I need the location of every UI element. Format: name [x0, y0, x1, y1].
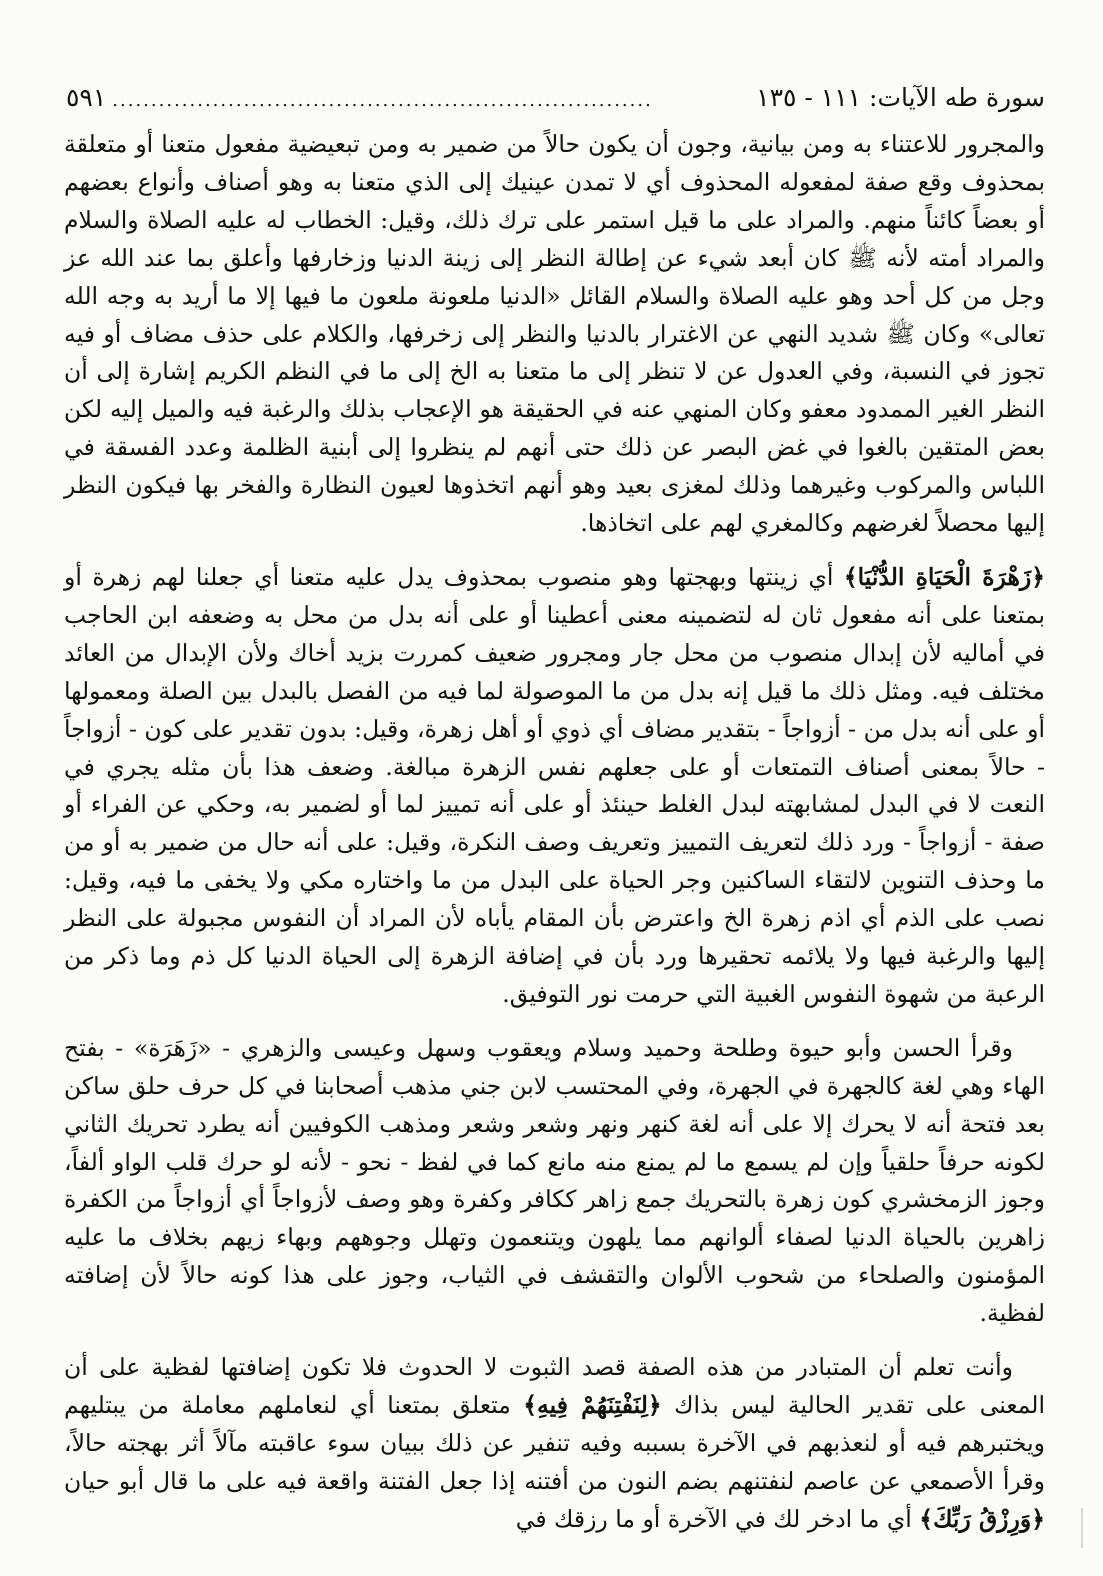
commentary-body — [64, 126, 1045, 1539]
paragraph-2-text: أي زينتها وبهجتها وهو منصوب بمحذوف يدل عليه متعنا أي جعلنا لهم زهرة أو بمتعنا على أنه مفعول ثان له لتضمينه معنى أعطينا أو على أنه بدل من محل به وضعفه ابن الحاجب في أماليه لأن إبدال منصوب من محل جار ومجرور ضعيف كمررت بزيد أخاك ولأن الإبدال من العائد مختلف فيه. ومثل ذلك ما قيل إنه بدل من ما الموصولة لما فيه من الفصل بالبدل بين الصلة ومعمولها أو على أنه بدل من - أزواجاً - بتقدير مضاف أي ذوي أو أهل زهرة، وقيل: بدون تقدير على كون - أزواجاً - حالاً بمعنى أصناف التمتعات أو على جعلهم نفس الزهرة مبالغة. وضعف هذا بأن مثله يجري في النعت لا في البدل لمشابهته لبدل الغلط حينئذ أو على أنه تمييز لما أو لضمير به، وحكي عن الفراء أو صفة - أزواجاً - ورد ذلك لتعريف التمييز وتعريف وصف النكرة، وقيل: على أنه حال من ضمير به أو من ما وحذف التنوين لالتقاء الساكنين وجر الحياة على البدل من ما واختاره مكي ولا يخفى ما فيه، وقيل: نصب على الذم أي اذم زهرة الخ واعترض بأن المقام يأباه لأن المراد أن النفوس مجبولة على النظر إليها والرغبة فيها ولا يلائمه تحقيرها ورد بأن في إضافة الزهرة إلى الحياة الدنيا كل ذم وما ذكر من الرعبة من شهوة النفوس الغبية التي حرمت نور التوفيق. — [64, 562, 1045, 1008]
quran-quote: ﴿لِنَفْتِنَهُمْ فِيهِ﴾ — [523, 1391, 662, 1419]
paragraph-4-text-b: متعلق بمتعنا أي لنعاملهم معاملة من يبتليهم ويختبرهم فيه أو لنعذبهم في الآخرة بسببه وفيه تنفير عن ذلك ببيان سوء عاقبته مآلاً أثر بهجته حالاً، وقرأ الأصمعي عن عاصم لنفتنهم بضم النون من أفتنه إذا جعل الفتنة واقعة فيه على ما قال أبو حيان — [64, 1391, 1045, 1495]
paragraph-1: والمجرور للاعتناء به ومن بيانية، وجون أن يكون حالاً من ضمير به ومن تبعيضية مفعول متعنا أو متعلقة بمحذوف وقع صفة لمفعوله المحذوف أي لا تمدن عينيك إلى الذي متعنا به وهو أصناف وأنواع بعضهم أو بعضاً كائناً منهم. والمراد على ما قيل استمر على ترك ذلك، وقيل: الخطاب له عليه الصلاة والسلام والمراد أمته لأنه ﷺ كان أبعد شيء عن إطالة النظر إلى زينة الدنيا وزخارفها وأعلق بما عند الله عز وجل من كل أحد وهو عليه الصلاة والسلام القائل «الدنيا ملعونة ملعون ما فيها إلا ما أريد به وجه الله تعالى» وكان ﷺ شديد النهي عن الاغترار بالدنيا والنظر إلى زخرفها، والكلام على حذف مضاف أو فيه تجوز في النسبة، وفي العدول عن لا تنظر إلى ما متعنا به الخ إلى ما في النظم الكريم إشارة إلى أن النظر الغير الممدود معفو وكان المنهي عنه في الحقيقة هو الإعجاب بذلك والرغبة فيه والميل إليه لكن بعض المتقين بالغوا في غض البصر عن ذلك حتى أنهم لم ينظروا إلى أبنية الظلمة وعدد الفسقة في اللباس والمركوب وغيرهما وذلك لمغزى بعيد وهو أنهم اتخذوها لعيون النظارة والفخر بها فيكون النظر إليها محصلاً لغرضهم وكالمغري لهم على اتخاذها. — [64, 130, 1045, 538]
paragraph-4-text-c: أي ما ادخر لك في الآخرة أو ما رزقك في — [515, 1504, 920, 1533]
surah-title: سورة طه الآيات: ١١١ - ١٣٥ — [756, 83, 1045, 112]
quran-quote: ﴿زَهْرَةَ الْحَيَاةِ الدُّنْيَا﴾ — [843, 562, 1045, 591]
paragraph-4-text-a: وأنت تعلم أن المتبادر من هذه الصفة قصد الثبوت لا الحدوث فلا تكون إضافتها لفظية على أن المعنى على تقدير الحالية ليس بذاك — [64, 1353, 1045, 1419]
leader-dots: ...................................................................... — [112, 90, 653, 111]
paragraph-3: وقرأ الحسن وأبو حيوة وطلحة وحميد وسلام ويعقوب وسهل وعيسى والزهري - «زَهَرَة» - بفتح الهاء وهي لغة كالجهرة في الجهرة، وفي المحتسب لابن جني مذهب أصحابنا في كل حرف حلق ساكن بعد فتحة أنه لا يحرك إلا على أنه لغة كنهر ونهر وشعر وشعر ومذهب الكوفيين أنه يطرد تحريك الثاني لكونه حرفاً حلقياً وإن لم يسمع ما لم يمنع منه مانع كما في لفظ - نحو - لأنه لو حرك قلب الواو ألفاً، وجوز الزمخشري كون زهرة بالتحريك جمع زاهر ككافر وكفرة وهو وصف لأزواجاً أي أزواجاً من الكفرة زاهرين بالحياة الدنيا لصفاء ألوانهم مما يلهون ويتنعمون وتهلل وجوههم وبهاء زيهم بخلاف ما عليه المؤمنون والصلحاء من شحوب الألوان والتقشف في الثياب، وجوز على هذا كونه حالاً لأن إضافته لفظية. — [64, 1033, 1045, 1328]
paragraph-2 — [64, 559, 1045, 1014]
running-header — [66, 82, 1045, 117]
page-number: ٥٩١ — [66, 83, 107, 112]
paragraph-4 — [64, 1349, 1045, 1539]
scan-edge-mark — [1081, 1508, 1083, 1548]
quran-quote: ﴿وَرِزْقُ رَبِّكَ﴾ — [919, 1504, 1045, 1533]
